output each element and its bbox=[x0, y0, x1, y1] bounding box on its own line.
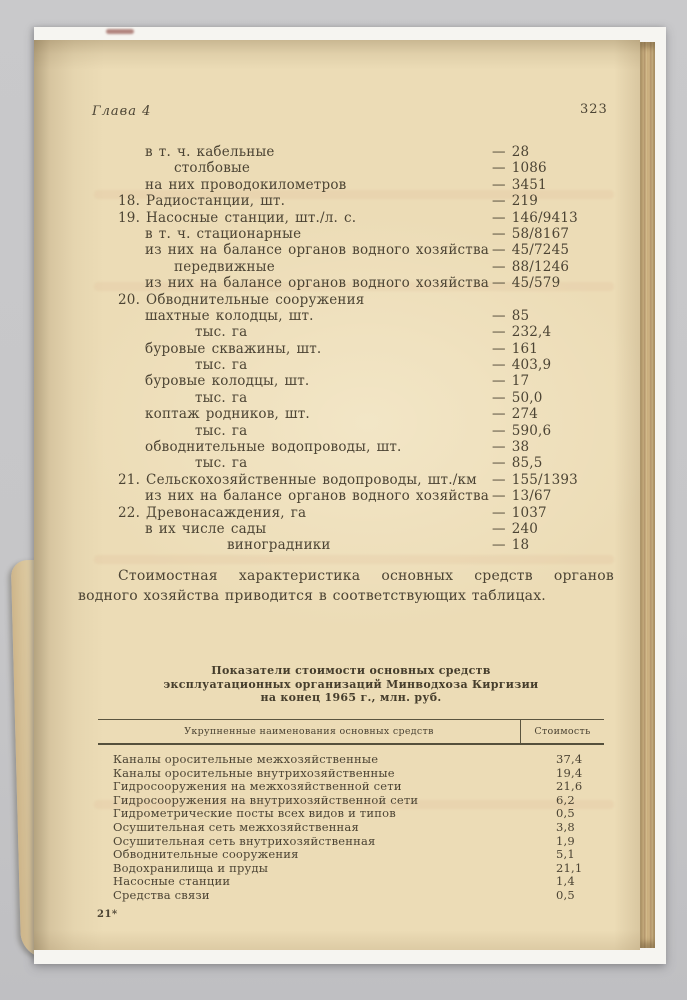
asset-label: буровые колодцы, шт. bbox=[145, 373, 310, 390]
asset-list-row bbox=[34, 455, 640, 471]
asset-list-row bbox=[34, 423, 640, 439]
asset-value: — 3451 bbox=[492, 176, 547, 193]
table-title-line: Показатели стоимости основных средств bbox=[211, 664, 491, 677]
table-row bbox=[98, 779, 604, 793]
asset-list-row bbox=[34, 472, 640, 488]
table-cell-cost: 21,6 bbox=[556, 779, 583, 794]
asset-list-row bbox=[34, 226, 640, 242]
asset-label: столбовые bbox=[174, 160, 251, 177]
table-row bbox=[98, 834, 604, 848]
asset-label: из них на балансе органов водного хозяйства bbox=[145, 275, 489, 292]
asset-list-row bbox=[34, 259, 640, 275]
asset-list-row bbox=[34, 324, 640, 340]
asset-list-row bbox=[34, 488, 640, 504]
asset-list-row bbox=[34, 373, 640, 389]
asset-value: — 274 bbox=[492, 406, 539, 423]
table-row bbox=[98, 752, 604, 766]
table-cell-name: Насосные станции bbox=[113, 874, 231, 889]
table-cell-cost: 0,5 bbox=[556, 887, 575, 902]
table-row bbox=[98, 793, 604, 807]
asset-value: — 590,6 bbox=[492, 422, 552, 439]
asset-label: в т. ч. стационарные bbox=[145, 225, 302, 242]
cost-table bbox=[98, 719, 604, 902]
table-row bbox=[98, 847, 604, 861]
table-body bbox=[98, 745, 604, 902]
asset-label: 20. Обводнительные сооружения bbox=[118, 291, 365, 308]
asset-list-row bbox=[34, 144, 640, 160]
running-head-chapter: Глава 4 bbox=[92, 104, 152, 119]
table-cell-name: Каналы оросительные межхозяйственные bbox=[113, 752, 379, 766]
table-title bbox=[98, 664, 604, 705]
table-cell-cost: 6,2 bbox=[556, 792, 575, 807]
book-page bbox=[34, 40, 640, 950]
asset-list-row bbox=[34, 210, 640, 226]
asset-value: — 18 bbox=[492, 537, 530, 554]
asset-value: — 85,5 bbox=[492, 455, 543, 472]
table-cell-cost: 0,5 bbox=[556, 806, 575, 821]
table-row bbox=[98, 806, 604, 820]
asset-label: из них на балансе органов водного хозяйства bbox=[145, 488, 489, 505]
table-column-header-cost: Стоимость bbox=[534, 726, 591, 737]
table-cell-name: Гидросооружения на внутрихозяйственной сети bbox=[113, 792, 419, 807]
asset-value: — 403,9 bbox=[492, 357, 552, 374]
table-column-header-names: Укрупненные наименования основных средств bbox=[98, 720, 521, 743]
asset-label: передвижные bbox=[174, 258, 275, 275]
printers-signature-mark: 21* bbox=[97, 909, 118, 920]
asset-list-row bbox=[34, 406, 640, 422]
asset-label: 21. Сельскохозяйственные водопроводы, шт./км bbox=[118, 471, 477, 488]
asset-value: — 146/9413 bbox=[492, 209, 578, 226]
table-cell-name: Каналы оросительные внутрихозяйственные bbox=[113, 765, 395, 780]
asset-value: — 219 bbox=[492, 193, 539, 210]
asset-list-row bbox=[34, 537, 640, 553]
asset-value: — 17 bbox=[492, 373, 530, 390]
table-cell-cost: 5,1 bbox=[556, 847, 575, 862]
table-cell-cost: 3,8 bbox=[556, 819, 575, 834]
asset-list-row bbox=[34, 193, 640, 209]
asset-list-row bbox=[34, 357, 640, 373]
asset-list-row bbox=[34, 505, 640, 521]
asset-value: — 1037 bbox=[492, 504, 547, 521]
table-cell-name: Гидросооружения на межхозяйственной сети bbox=[113, 779, 402, 794]
asset-list-row bbox=[34, 242, 640, 258]
asset-value: — 232,4 bbox=[492, 324, 552, 341]
table-cell-name: Обводнительные сооружения bbox=[113, 847, 299, 862]
asset-list-row bbox=[34, 275, 640, 291]
asset-label: буровые скважины, шт. bbox=[145, 340, 322, 357]
asset-label: на них проводокилометров bbox=[145, 176, 347, 193]
ink-bleed bbox=[94, 555, 614, 564]
table-row bbox=[98, 861, 604, 875]
table-row bbox=[98, 766, 604, 780]
asset-label: тыс. га bbox=[195, 357, 248, 374]
asset-label: тыс. га bbox=[195, 324, 248, 341]
asset-label: 22. Древонасаждения, га bbox=[118, 504, 307, 521]
table-cell-cost: 19,4 bbox=[556, 765, 583, 780]
asset-value: — 155/1393 bbox=[492, 471, 578, 488]
table-row bbox=[98, 888, 604, 902]
asset-value: — 58/8167 bbox=[492, 225, 570, 242]
table-cell-name: Гидрометрические посты всех видов и типов bbox=[113, 806, 396, 821]
asset-list-row bbox=[34, 292, 640, 308]
asset-list-row bbox=[34, 439, 640, 455]
table-cell-name: Водохранилища и пруды bbox=[113, 860, 269, 875]
book-fore-edge-pages bbox=[640, 42, 655, 948]
asset-value: — 50,0 bbox=[492, 389, 543, 406]
body-paragraph: Стоимостная характеристика основных средств органов водного хозяйства приводится в соответствующих таблицах. bbox=[78, 568, 614, 604]
asset-label: шахтные колодцы, шт. bbox=[145, 307, 314, 324]
asset-label: в т. ч. кабельные bbox=[145, 144, 275, 160]
asset-list-row bbox=[34, 521, 640, 537]
table-cell-cost: 1,9 bbox=[556, 833, 575, 848]
table-row bbox=[98, 820, 604, 834]
table-header-row bbox=[98, 719, 604, 745]
asset-label: 19. Насосные станции, шт./л. с. bbox=[118, 209, 357, 226]
asset-value: — 240 bbox=[492, 520, 539, 537]
table-title-line: эксплуатационных организаций Минводхоза Киргизии bbox=[163, 677, 539, 691]
asset-label: из них на балансе органов водного хозяйства bbox=[145, 242, 489, 259]
table-title-line: на конец 1965 г., млн. руб. bbox=[260, 691, 442, 704]
page-number: 323 bbox=[580, 102, 608, 117]
table-cell-name: Осушительная сеть внутрихозяйственная bbox=[113, 833, 376, 848]
asset-label: 18. Радиостанции, шт. bbox=[118, 193, 286, 210]
table-cell-name: Осушительная сеть межхозяйственная bbox=[113, 819, 359, 834]
asset-label: коптаж родников, шт. bbox=[145, 406, 310, 423]
asset-label: обводнительные водопроводы, шт. bbox=[145, 439, 402, 456]
asset-value: — 88/1246 bbox=[492, 258, 570, 275]
asset-list-row bbox=[34, 341, 640, 357]
asset-list-row bbox=[34, 177, 640, 193]
asset-value: — 28 bbox=[492, 144, 530, 160]
asset-value: — 13/67 bbox=[492, 488, 552, 505]
table-cell-cost: 1,4 bbox=[556, 874, 575, 889]
asset-value: — 45/579 bbox=[492, 275, 561, 292]
asset-label: виноградники bbox=[227, 537, 331, 554]
asset-value: — 38 bbox=[492, 439, 530, 456]
asset-list bbox=[34, 144, 640, 554]
binding-stain bbox=[106, 29, 134, 34]
table-cell-name: Средства связи bbox=[113, 887, 210, 902]
table-cell-cost: 21,1 bbox=[556, 860, 583, 875]
asset-value: — 161 bbox=[492, 340, 539, 357]
asset-value: — 1086 bbox=[492, 160, 547, 177]
asset-label: тыс. га bbox=[195, 389, 248, 406]
asset-label: в их числе сады bbox=[145, 520, 267, 537]
asset-list-row bbox=[34, 308, 640, 324]
asset-value: — 45/7245 bbox=[492, 242, 570, 259]
asset-value: — 85 bbox=[492, 307, 530, 324]
asset-list-row bbox=[34, 390, 640, 406]
asset-list-row bbox=[34, 160, 640, 176]
asset-label: тыс. га bbox=[195, 422, 248, 439]
table-cell-cost: 37,4 bbox=[556, 752, 583, 766]
asset-label: тыс. га bbox=[195, 455, 248, 472]
table-row bbox=[98, 874, 604, 888]
